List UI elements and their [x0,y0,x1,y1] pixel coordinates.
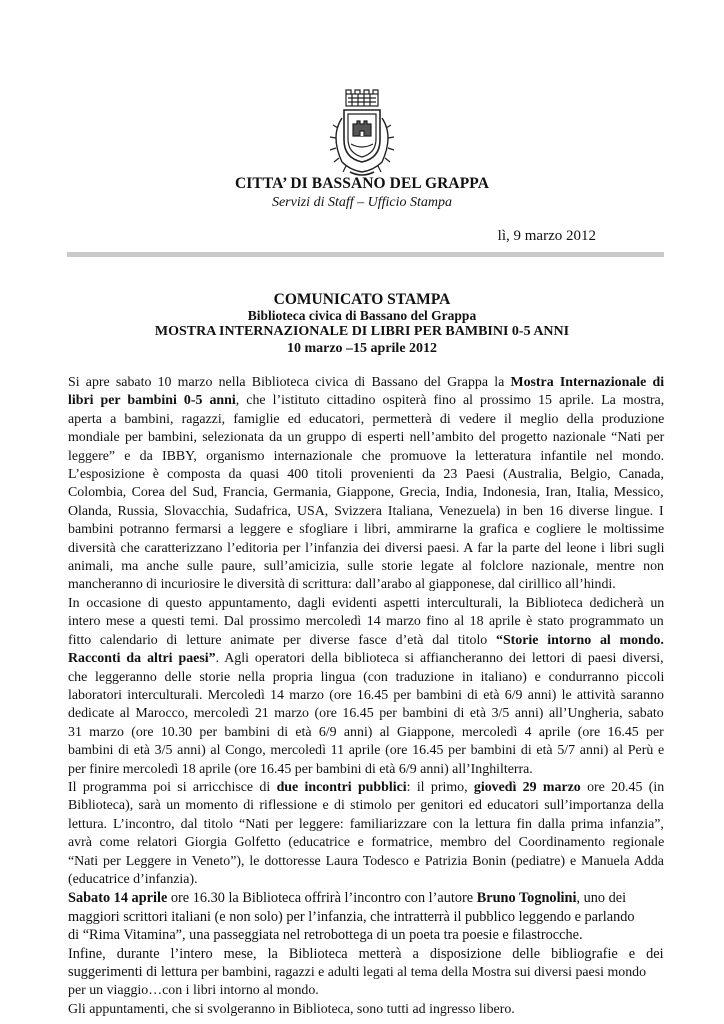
body-line: maggiori scrittori italiani (e non solo) per l’infanzia, che intratterrà il pubblico leggendo e parlando [68,908,635,925]
document-heading: COMUNICATO STAMPA [273,291,451,308]
body-line: leggere” e da IBBY, organismo internazionale che promuove la letteratura infantile nel mondo. [68,448,665,464]
body-line: per finire mercoledì 18 aprile (ore 16.45 per bambini di età 6/9 anni) all’Inghilterra. [68,761,533,777]
body-line: intero mese a questi temi. Dal prossimo mercoledì 14 marzo fino al 18 aprile è stato programmato un [68,614,664,630]
body-line: lettura. L’incontro, dal titolo “Nati per leggere: familiarizzare con la lettura fin dalla prima infanzia”, [68,816,664,832]
body-line: laboratori interculturali. Mercoledì 14 marzo (ore 16.45 per bambini di età 6/9 anni) le attività saranno [68,687,664,703]
body-line: Il programma poi si arricchisce di due incontri pubblici: il primo, giovedì 29 marzo ore 20.45 (in [68,779,665,795]
body-line: avrà come relatori Giorgia Golfetto (educatrice e formatrice, membro del Coordinamento regionale [68,835,665,851]
city-coat-of-arms [322,88,402,180]
body-line: bambini di età 3/5 anni) al Congo, mercoledì 11 aprile (ore 16.45 per bambini di età 5/7 anni) al Perù e [68,743,665,759]
body-line: fitto calendario di letture animate per diverse fasce d’età dal titolo “Storie intorno al mondo. [68,632,664,648]
body-line: per un viaggio…con i libri intorno al mondo. [68,983,319,999]
body-line: di “Rima Vitamina”, una passeggiata nel retrobottega di un poeta tra poesie e filastrocche. [68,927,583,944]
body-line: Olanda, Russia, Slovacchia, Sudafrica, USA, Svizzera Italiana, Venezuela) in ben 16 diverse lingue. I [68,503,664,519]
body-line: mondiale per bambini, selezionata da un gruppo di esperti nell’ambito del progetto nazionale “Nati per [68,430,665,446]
body-line: che leggeranno delle storie nella propria lingua (con traduzione in italiano) e condurranno piccoli [68,669,665,685]
city-name: CITTA’ DI BASSANO DEL GRAPPA [235,175,489,192]
body-line: Racconti da altri paesi”. Agli operatori della biblioteca si affiancheranno dei lettori di paesi diversi, [68,651,664,667]
body-line: Si apre sabato 10 marzo nella Biblioteca civica di Bassano del Grappa la Mostra Internazionale di [68,375,665,390]
subtitle-library: Biblioteca civica di Bassano del Grappa [247,308,477,323]
body-line: Colombia, Corea del Sud, Francia, Germania, Giappone, Grecia, India, Indonesia, Iran, Italia, Messico, [68,485,664,501]
body-line: libri per bambini 0-5 anni, che l’istituto cittadino ospiterà fino al prossimo 15 aprile. La mostra, [68,393,665,409]
body-line: In occasione di questo appuntamento, dagli evidenti aspetti interculturali, la Biblioteca dedicherà un [68,595,665,611]
body-line: (educatrice d’infanzia). [68,871,198,887]
body-line: diversità che caratterizzano l’editoria per l’infanzia dei diversi paesi. A far la parte del leone i libri sugli [68,540,665,556]
body-line: 31 marzo (ore 10.30 per bambini di età 6/9 anni) al Giappone, mercoledì 4 aprile (ore 16.45 per [68,724,664,740]
body-line: dedicate al Marocco, mercoledì 21 marzo (ore 16.45 per bambini di età 3/5 anni) all’Ungheria, sabato [68,706,664,722]
department-name: Servizi di Staff – Ufficio Stampa [271,195,453,210]
body-line: L’esposizione è composta da quasi 400 titoli provenienti da 23 Paesi (Australia, Belgio, Canada, [68,467,664,483]
body-line: aperta a bambini, ragazzi, famiglie ed educatori, permetterà di vedere il meglio della produzione [68,411,665,427]
body-line: “Nati per Leggere in Veneto”), le dottoresse Laura Todesco e Patrizia Bonin (pediatre) e Manuela Adda [68,853,664,869]
header-divider [67,252,664,257]
body-line: suggerimenti di lettura per bambini, ragazzi e adulti legati al tema della Mostra sui diversi paesi mondo [68,964,647,980]
subtitle-dates: 10 marzo –15 aprile 2012 [286,341,438,356]
body-line: Sabato 14 aprile ore 16.30 la Biblioteca offrirà l’incontro con l’autore Bruno Tognolini, uno dei [68,890,627,907]
body-line: animali, ma anche sulle paure, sull’amicizia, sulle storie legate al folclore nazionale, mentre non [68,559,664,575]
body-line: bambini potranno fermarsi a leggere e sfogliare i libri, ammirarne la grafica e cogliere le moltissime [68,522,665,538]
body-line: Infine, durante l’intero mese, la Biblioteca metterà a disposizione delle bibliografie e dei [68,945,664,962]
subtitle-exhibition: MOSTRA INTERNAZIONALE DI LIBRI PER BAMBINI 0-5 ANNI [154,324,570,339]
press-release-body [68,374,664,1019]
body-line: mancheranno di incuriosire le diversità di scrittura: dall’arabo al giapponese, dal cirillico all’hindi. [68,577,616,593]
body-line: Biblioteca), sarà un momento di riflessione e di stimolo per genitori ed educatori sull’importanza della [68,798,664,814]
body-line: Gli appuntamenti, che si svolgeranno in Biblioteca, sono tutti ad ingresso libero. [68,1001,515,1017]
document-date: lì, 9 marzo 2012 [497,228,596,244]
